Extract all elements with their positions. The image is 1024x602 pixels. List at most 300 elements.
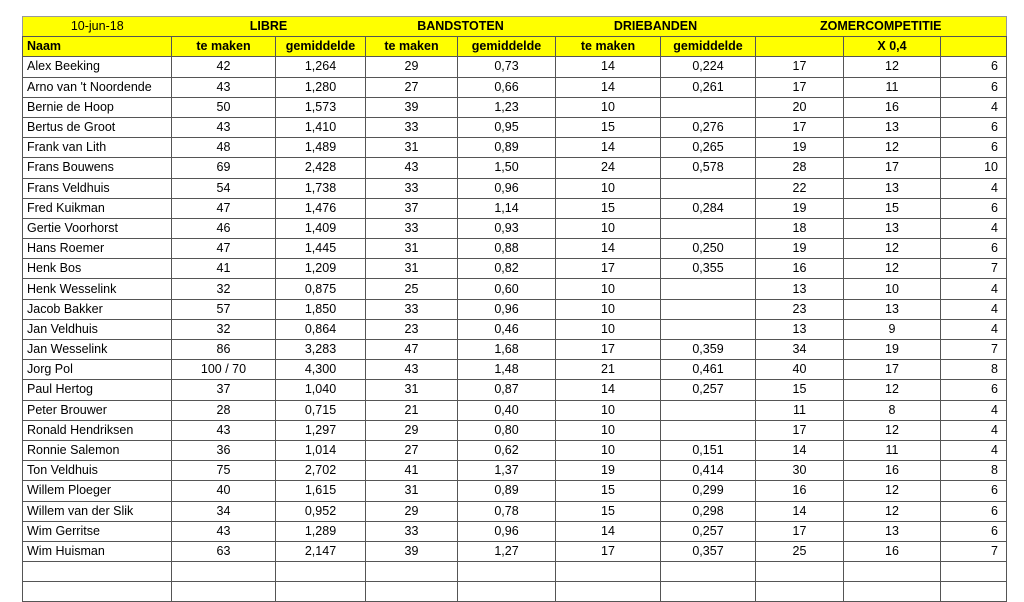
- drie-te-maken-cell: 10: [556, 299, 661, 319]
- zomer-points-cell: 19: [756, 239, 844, 259]
- zomer-points-cell: 17: [756, 420, 844, 440]
- drie-te-maken-cell: 10: [556, 440, 661, 460]
- empty-cell: [366, 562, 458, 582]
- drie-te-maken-cell: 15: [556, 198, 661, 218]
- zomer-result-cell: 6: [941, 57, 1007, 77]
- empty-cell: [661, 582, 756, 602]
- drie-gemiddelde-cell: [661, 420, 756, 440]
- band-te-maken-cell: 27: [366, 77, 458, 97]
- zomer-factor-cell: 15: [844, 198, 941, 218]
- zomer-points-cell: 23: [756, 299, 844, 319]
- drie-te-maken-cell: 21: [556, 360, 661, 380]
- band-gemiddelde-cell: 0,88: [458, 239, 556, 259]
- zomer-points-cell: 16: [756, 481, 844, 501]
- zomer-points-cell: 17: [756, 117, 844, 137]
- zomer-result-cell: 4: [941, 299, 1007, 319]
- libre-gemiddelde-cell: 1,014: [276, 440, 366, 460]
- zomer-points-cell: 13: [756, 319, 844, 339]
- libre-te-maken-header: te maken: [172, 37, 276, 57]
- band-te-maken-cell: 33: [366, 299, 458, 319]
- libre-te-maken-cell: 28: [172, 400, 276, 420]
- libre-te-maken-cell: 48: [172, 138, 276, 158]
- driebanden-title: DRIEBANDEN: [556, 17, 756, 37]
- zomer-result-cell: 7: [941, 340, 1007, 360]
- zomer-points-cell: 40: [756, 360, 844, 380]
- empty-row: [23, 582, 1007, 602]
- libre-te-maken-cell: 47: [172, 239, 276, 259]
- zomer-points-cell: 19: [756, 198, 844, 218]
- libre-gemiddelde-cell: 0,875: [276, 279, 366, 299]
- band-gemiddelde-cell: 0,46: [458, 319, 556, 339]
- spreadsheet: [22, 16, 1007, 602]
- zomer-factor-cell: 13: [844, 117, 941, 137]
- drie-te-maken-cell: 15: [556, 481, 661, 501]
- table-row: [23, 279, 1007, 299]
- band-te-maken-cell: 31: [366, 138, 458, 158]
- zomer-factor-cell: 17: [844, 158, 941, 178]
- band-te-maken-cell: 29: [366, 57, 458, 77]
- player-name-cell: Frans Bouwens: [23, 158, 172, 178]
- band-te-maken-cell: 29: [366, 420, 458, 440]
- libre-te-maken-cell: 46: [172, 218, 276, 238]
- zomer-factor-cell: 12: [844, 57, 941, 77]
- libre-te-maken-cell: 37: [172, 380, 276, 400]
- zomer-factor-cell: 12: [844, 239, 941, 259]
- zomer-factor-cell: 12: [844, 138, 941, 158]
- drie-te-maken-cell: 24: [556, 158, 661, 178]
- zomercompetitie-title: ZOMERCOMPETITIE: [756, 17, 1007, 37]
- zomer-factor-cell: 11: [844, 440, 941, 460]
- player-name-cell: Jacob Bakker: [23, 299, 172, 319]
- table-row: [23, 380, 1007, 400]
- band-gemiddelde-cell: 0,95: [458, 117, 556, 137]
- band-gemiddelde-cell: 0,78: [458, 501, 556, 521]
- table-row: [23, 501, 1007, 521]
- table-row: [23, 481, 1007, 501]
- player-name-cell: Wim Huisman: [23, 541, 172, 561]
- band-gemiddelde-cell: 0,40: [458, 400, 556, 420]
- zomer-c-header: [941, 37, 1007, 57]
- empty-cell: [366, 582, 458, 602]
- empty-row: [23, 562, 1007, 582]
- zomer-factor-cell: 17: [844, 360, 941, 380]
- band-gemiddelde-cell: 1,68: [458, 340, 556, 360]
- zomer-points-cell: 17: [756, 521, 844, 541]
- zomer-factor-cell: 16: [844, 97, 941, 117]
- libre-gemiddelde-cell: 1,850: [276, 299, 366, 319]
- libre-te-maken-cell: 43: [172, 77, 276, 97]
- zomer-points-cell: 34: [756, 340, 844, 360]
- zomer-points-cell: 16: [756, 259, 844, 279]
- empty-cell: [941, 582, 1007, 602]
- zomer-result-cell: 6: [941, 239, 1007, 259]
- band-te-maken-cell: 43: [366, 360, 458, 380]
- zomer-points-cell: 22: [756, 178, 844, 198]
- empty-cell: [23, 582, 172, 602]
- drie-gemiddelde-cell: [661, 97, 756, 117]
- zomer-factor-cell: 12: [844, 501, 941, 521]
- drie-gemiddelde-cell: 0,261: [661, 77, 756, 97]
- libre-gemiddelde-cell: 1,209: [276, 259, 366, 279]
- table-row: [23, 218, 1007, 238]
- zomer-result-cell: 4: [941, 319, 1007, 339]
- band-gemiddelde-cell: 0,93: [458, 218, 556, 238]
- band-te-maken-cell: 29: [366, 501, 458, 521]
- table-row: [23, 400, 1007, 420]
- table-row: [23, 521, 1007, 541]
- band-gemiddelde-cell: 1,48: [458, 360, 556, 380]
- band-gemiddelde-cell: 1,27: [458, 541, 556, 561]
- naam-header: Naam: [23, 37, 172, 57]
- libre-gemiddelde-cell: 1,738: [276, 178, 366, 198]
- band-te-maken-cell: 21: [366, 400, 458, 420]
- zomer-result-cell: 6: [941, 501, 1007, 521]
- empty-cell: [172, 582, 276, 602]
- band-gemiddelde-header: gemiddelde: [458, 37, 556, 57]
- libre-gemiddelde-cell: 1,445: [276, 239, 366, 259]
- libre-gemiddelde-cell: 0,715: [276, 400, 366, 420]
- drie-te-maken-cell: 17: [556, 340, 661, 360]
- zomer-result-cell: 6: [941, 481, 1007, 501]
- drie-gemiddelde-cell: [661, 218, 756, 238]
- libre-te-maken-cell: 63: [172, 541, 276, 561]
- drie-gemiddelde-cell: [661, 299, 756, 319]
- zomer-result-cell: 6: [941, 521, 1007, 541]
- table-row: [23, 198, 1007, 218]
- drie-gemiddelde-cell: 0,298: [661, 501, 756, 521]
- band-te-maken-cell: 27: [366, 440, 458, 460]
- empty-cell: [661, 562, 756, 582]
- zomer-result-cell: 4: [941, 218, 1007, 238]
- band-te-maken-cell: 25: [366, 279, 458, 299]
- band-te-maken-cell: 33: [366, 117, 458, 137]
- drie-gemiddelde-cell: 0,357: [661, 541, 756, 561]
- player-name-cell: Frans Veldhuis: [23, 178, 172, 198]
- table-row: [23, 360, 1007, 380]
- drie-gemiddelde-cell: [661, 319, 756, 339]
- empty-cell: [458, 562, 556, 582]
- empty-cell: [756, 582, 844, 602]
- band-te-maken-cell: 39: [366, 97, 458, 117]
- zomer-factor-cell: 11: [844, 77, 941, 97]
- player-name-cell: Hans Roemer: [23, 239, 172, 259]
- libre-gemiddelde-cell: 1,040: [276, 380, 366, 400]
- libre-gemiddelde-cell: 2,147: [276, 541, 366, 561]
- band-te-maken-cell: 31: [366, 239, 458, 259]
- libre-te-maken-cell: 34: [172, 501, 276, 521]
- band-te-maken-cell: 41: [366, 461, 458, 481]
- zomer-result-cell: 6: [941, 138, 1007, 158]
- band-gemiddelde-cell: 0,96: [458, 178, 556, 198]
- drie-te-maken-cell: 17: [556, 541, 661, 561]
- libre-te-maken-cell: 57: [172, 299, 276, 319]
- libre-te-maken-cell: 86: [172, 340, 276, 360]
- table-row: [23, 138, 1007, 158]
- player-name-cell: Bertus de Groot: [23, 117, 172, 137]
- zomer-points-cell: 14: [756, 440, 844, 460]
- drie-gemiddelde-cell: 0,250: [661, 239, 756, 259]
- libre-gemiddelde-cell: 0,952: [276, 501, 366, 521]
- zomer-result-cell: 4: [941, 400, 1007, 420]
- zomer-points-cell: 17: [756, 77, 844, 97]
- empty-cell: [756, 562, 844, 582]
- zomer-points-cell: 28: [756, 158, 844, 178]
- player-name-cell: Arno van 't Noordende: [23, 77, 172, 97]
- libre-te-maken-cell: 69: [172, 158, 276, 178]
- player-name-cell: Peter Brouwer: [23, 400, 172, 420]
- drie-gemiddelde-cell: 0,359: [661, 340, 756, 360]
- zomer-factor-cell: 13: [844, 178, 941, 198]
- band-te-maken-cell: 23: [366, 319, 458, 339]
- empty-cell: [941, 562, 1007, 582]
- drie-gemiddelde-cell: 0,461: [661, 360, 756, 380]
- drie-te-maken-header: te maken: [556, 37, 661, 57]
- libre-te-maken-cell: 32: [172, 319, 276, 339]
- drie-te-maken-cell: 10: [556, 420, 661, 440]
- band-gemiddelde-cell: 0,96: [458, 299, 556, 319]
- zomer-factor-cell: 16: [844, 461, 941, 481]
- drie-te-maken-cell: 10: [556, 279, 661, 299]
- player-name-cell: Willem van der Slik: [23, 501, 172, 521]
- drie-te-maken-cell: 10: [556, 97, 661, 117]
- libre-te-maken-cell: 41: [172, 259, 276, 279]
- empty-cell: [458, 582, 556, 602]
- band-gemiddelde-cell: 0,60: [458, 279, 556, 299]
- player-name-cell: Paul Hertog: [23, 380, 172, 400]
- zomer-factor-cell: 13: [844, 521, 941, 541]
- drie-gemiddelde-cell: 0,284: [661, 198, 756, 218]
- zomer-points-cell: 19: [756, 138, 844, 158]
- empty-cell: [276, 582, 366, 602]
- zomer-result-cell: 6: [941, 198, 1007, 218]
- table-body: [23, 17, 1007, 602]
- zomer-result-cell: 4: [941, 279, 1007, 299]
- libre-gemiddelde-header: gemiddelde: [276, 37, 366, 57]
- drie-gemiddelde-cell: [661, 178, 756, 198]
- player-name-cell: Alex Beeking: [23, 57, 172, 77]
- drie-te-maken-cell: 10: [556, 400, 661, 420]
- zomer-points-cell: 20: [756, 97, 844, 117]
- drie-te-maken-cell: 17: [556, 259, 661, 279]
- libre-gemiddelde-cell: 3,283: [276, 340, 366, 360]
- drie-gemiddelde-cell: 0,257: [661, 521, 756, 541]
- zomer-result-cell: 7: [941, 259, 1007, 279]
- empty-cell: [172, 562, 276, 582]
- zomer-result-cell: 6: [941, 77, 1007, 97]
- zomer-result-cell: 8: [941, 461, 1007, 481]
- libre-gemiddelde-cell: 1,410: [276, 117, 366, 137]
- player-name-cell: Willem Ploeger: [23, 481, 172, 501]
- drie-gemiddelde-cell: 0,355: [661, 259, 756, 279]
- libre-gemiddelde-cell: 2,702: [276, 461, 366, 481]
- libre-gemiddelde-cell: 1,297: [276, 420, 366, 440]
- band-gemiddelde-cell: 1,23: [458, 97, 556, 117]
- zomer-points-cell: 11: [756, 400, 844, 420]
- table-row: [23, 117, 1007, 137]
- drie-te-maken-cell: 15: [556, 501, 661, 521]
- empty-cell: [844, 582, 941, 602]
- zomer-factor-cell: 8: [844, 400, 941, 420]
- drie-te-maken-cell: 10: [556, 178, 661, 198]
- band-gemiddelde-cell: 0,73: [458, 57, 556, 77]
- player-name-cell: Ronnie Salemon: [23, 440, 172, 460]
- drie-te-maken-cell: 14: [556, 380, 661, 400]
- table-row: [23, 97, 1007, 117]
- drie-te-maken-cell: 14: [556, 57, 661, 77]
- zomer-factor-cell: 16: [844, 541, 941, 561]
- player-name-cell: Wim Gerritse: [23, 521, 172, 541]
- drie-te-maken-cell: 15: [556, 117, 661, 137]
- libre-gemiddelde-cell: 1,489: [276, 138, 366, 158]
- libre-gemiddelde-cell: 1,615: [276, 481, 366, 501]
- player-name-cell: Fred Kuikman: [23, 198, 172, 218]
- libre-te-maken-cell: 43: [172, 420, 276, 440]
- band-gemiddelde-cell: 0,96: [458, 521, 556, 541]
- table-row: [23, 158, 1007, 178]
- drie-gemiddelde-cell: 0,414: [661, 461, 756, 481]
- band-te-maken-cell: 33: [366, 178, 458, 198]
- drie-gemiddelde-cell: 0,276: [661, 117, 756, 137]
- libre-te-maken-cell: 50: [172, 97, 276, 117]
- zomer-points-cell: 25: [756, 541, 844, 561]
- band-gemiddelde-cell: 0,62: [458, 440, 556, 460]
- factor-header: X 0,4: [844, 37, 941, 57]
- table-row: [23, 239, 1007, 259]
- band-te-maken-cell: 31: [366, 481, 458, 501]
- libre-gemiddelde-cell: 1,476: [276, 198, 366, 218]
- libre-gemiddelde-cell: 1,573: [276, 97, 366, 117]
- zomer-factor-cell: 12: [844, 380, 941, 400]
- libre-gemiddelde-cell: 4,300: [276, 360, 366, 380]
- band-te-maken-cell: 33: [366, 218, 458, 238]
- libre-gemiddelde-cell: 1,409: [276, 218, 366, 238]
- zomer-points-cell: 15: [756, 380, 844, 400]
- drie-te-maken-cell: 10: [556, 218, 661, 238]
- band-gemiddelde-cell: 0,89: [458, 138, 556, 158]
- zomer-factor-cell: 13: [844, 299, 941, 319]
- band-gemiddelde-cell: 1,37: [458, 461, 556, 481]
- zomer-points-cell: 13: [756, 279, 844, 299]
- zomer-points-cell: 17: [756, 57, 844, 77]
- standings-table: [22, 16, 1007, 602]
- drie-gemiddelde-header: gemiddelde: [661, 37, 756, 57]
- libre-te-maken-cell: 40: [172, 481, 276, 501]
- band-te-maken-cell: 31: [366, 380, 458, 400]
- zomer-result-cell: 6: [941, 117, 1007, 137]
- empty-cell: [23, 562, 172, 582]
- zomer-points-cell: 30: [756, 461, 844, 481]
- table-row: [23, 461, 1007, 481]
- player-name-cell: Henk Bos: [23, 259, 172, 279]
- libre-title: LIBRE: [172, 17, 366, 37]
- drie-te-maken-cell: 14: [556, 138, 661, 158]
- empty-cell: [556, 582, 661, 602]
- band-te-maken-cell: 47: [366, 340, 458, 360]
- band-te-maken-header: te maken: [366, 37, 458, 57]
- libre-te-maken-cell: 43: [172, 521, 276, 541]
- zomer-factor-cell: 9: [844, 319, 941, 339]
- zomer-result-cell: 4: [941, 97, 1007, 117]
- player-name-cell: Bernie de Hoop: [23, 97, 172, 117]
- zomer-result-cell: 7: [941, 541, 1007, 561]
- table-row: [23, 77, 1007, 97]
- band-te-maken-cell: 37: [366, 198, 458, 218]
- drie-gemiddelde-cell: 0,257: [661, 380, 756, 400]
- libre-te-maken-cell: 47: [172, 198, 276, 218]
- player-name-cell: Jorg Pol: [23, 360, 172, 380]
- zomer-result-cell: 4: [941, 178, 1007, 198]
- zomer-factor-cell: 19: [844, 340, 941, 360]
- table-row: [23, 541, 1007, 561]
- player-name-cell: Frank van Lith: [23, 138, 172, 158]
- empty-cell: [844, 562, 941, 582]
- player-name-cell: Henk Wesselink: [23, 279, 172, 299]
- libre-te-maken-cell: 36: [172, 440, 276, 460]
- table-row: [23, 340, 1007, 360]
- band-gemiddelde-cell: 0,82: [458, 259, 556, 279]
- player-name-cell: Gertie Voorhorst: [23, 218, 172, 238]
- zomer-factor-cell: 13: [844, 218, 941, 238]
- header-row: [23, 37, 1007, 57]
- date-cell: 10-jun-18: [23, 17, 172, 37]
- band-gemiddelde-cell: 0,89: [458, 481, 556, 501]
- zomer-points-cell: 14: [756, 501, 844, 521]
- drie-te-maken-cell: 14: [556, 521, 661, 541]
- libre-te-maken-cell: 42: [172, 57, 276, 77]
- player-name-cell: Jan Wesselink: [23, 340, 172, 360]
- zomer-result-cell: 6: [941, 380, 1007, 400]
- zomer-result-cell: 4: [941, 420, 1007, 440]
- drie-gemiddelde-cell: 0,224: [661, 57, 756, 77]
- band-te-maken-cell: 39: [366, 541, 458, 561]
- zomer-factor-cell: 10: [844, 279, 941, 299]
- table-row: [23, 259, 1007, 279]
- libre-gemiddelde-cell: 1,289: [276, 521, 366, 541]
- libre-gemiddelde-cell: 2,428: [276, 158, 366, 178]
- libre-gemiddelde-cell: 0,864: [276, 319, 366, 339]
- empty-cell: [556, 562, 661, 582]
- table-row: [23, 57, 1007, 77]
- drie-te-maken-cell: 10: [556, 319, 661, 339]
- drie-gemiddelde-cell: [661, 400, 756, 420]
- drie-gemiddelde-cell: 0,578: [661, 158, 756, 178]
- libre-te-maken-cell: 100 / 70: [172, 360, 276, 380]
- player-name-cell: Jan Veldhuis: [23, 319, 172, 339]
- libre-te-maken-cell: 32: [172, 279, 276, 299]
- drie-gemiddelde-cell: 0,299: [661, 481, 756, 501]
- zomer-result-cell: 8: [941, 360, 1007, 380]
- libre-gemiddelde-cell: 1,264: [276, 57, 366, 77]
- band-te-maken-cell: 43: [366, 158, 458, 178]
- drie-te-maken-cell: 14: [556, 77, 661, 97]
- player-name-cell: Ronald Hendriksen: [23, 420, 172, 440]
- drie-te-maken-cell: 14: [556, 239, 661, 259]
- zomer-factor-cell: 12: [844, 420, 941, 440]
- band-te-maken-cell: 33: [366, 521, 458, 541]
- libre-gemiddelde-cell: 1,280: [276, 77, 366, 97]
- drie-gemiddelde-cell: 0,151: [661, 440, 756, 460]
- title-row: [23, 17, 1007, 37]
- zomer-result-cell: 10: [941, 158, 1007, 178]
- zomer-factor-cell: 12: [844, 481, 941, 501]
- table-row: [23, 299, 1007, 319]
- table-row: [23, 420, 1007, 440]
- drie-gemiddelde-cell: 0,265: [661, 138, 756, 158]
- empty-cell: [276, 562, 366, 582]
- band-gemiddelde-cell: 1,50: [458, 158, 556, 178]
- zomer-result-cell: 4: [941, 440, 1007, 460]
- libre-te-maken-cell: 54: [172, 178, 276, 198]
